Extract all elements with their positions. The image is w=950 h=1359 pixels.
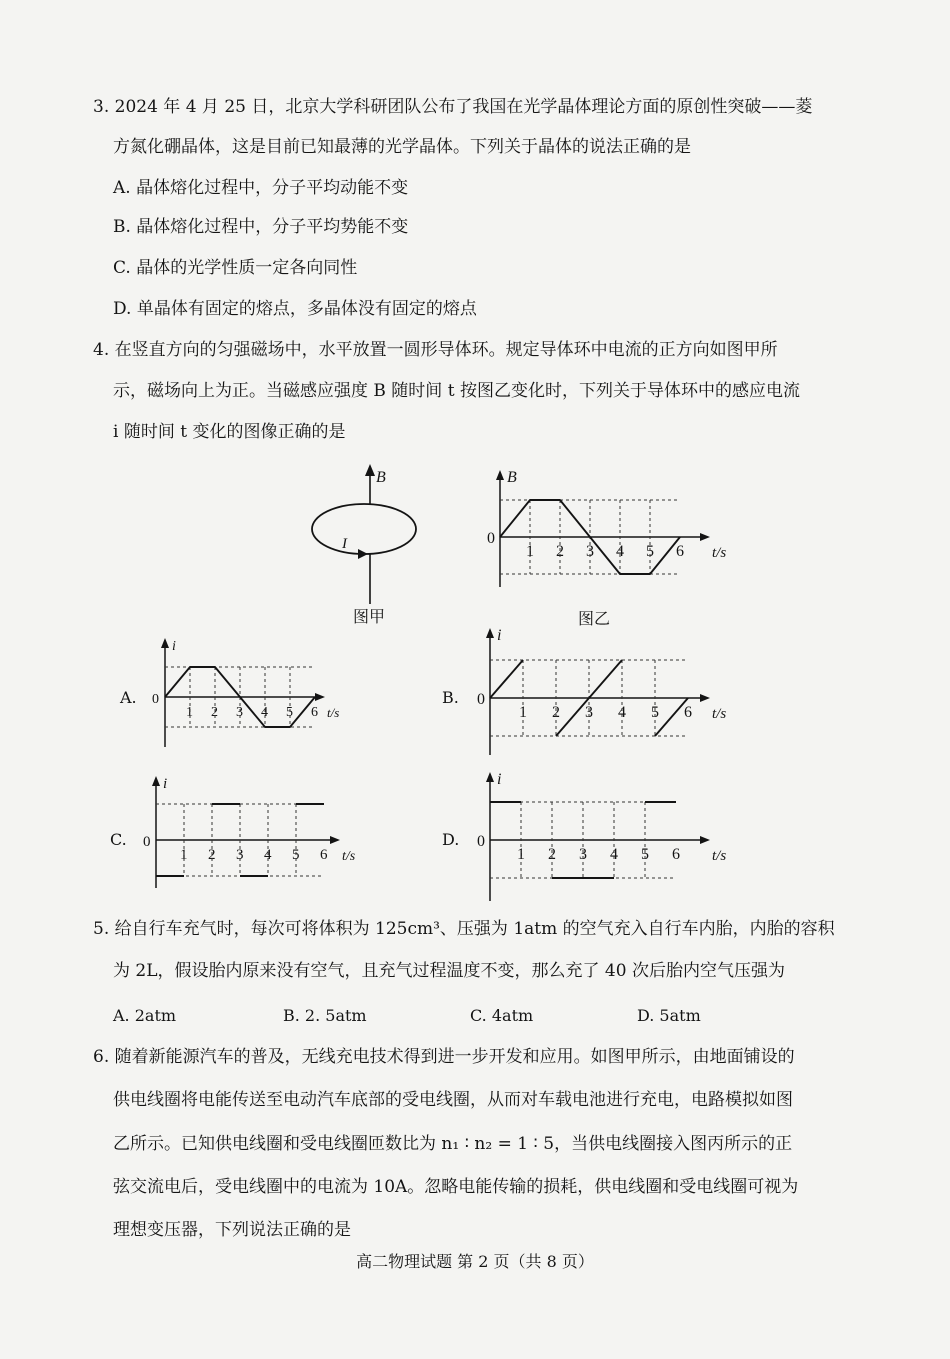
x-tick-label: 6 bbox=[684, 704, 692, 721]
choice-label-a: A. bbox=[120, 688, 137, 707]
x-tick-label: 3 bbox=[236, 847, 244, 863]
label-i: I bbox=[342, 536, 347, 552]
x-tick-label: 1 bbox=[517, 846, 525, 863]
x-tick-label: 1 bbox=[180, 847, 188, 863]
x-axis-arrow-icon bbox=[700, 533, 710, 541]
x-tick-label: 6 bbox=[311, 705, 318, 720]
q5-option-b: B. 2. 5atm bbox=[283, 1006, 367, 1025]
q3-option-b: B. 晶体熔化过程中，分子平均势能不变 bbox=[113, 217, 409, 237]
figure-jia-caption: 图甲 bbox=[353, 607, 386, 626]
q4-stem-line1: 4. 在竖直方向的匀强磁场中，水平放置一圆形导体环。规定导体环中电流的正方向如图甲所 bbox=[93, 340, 778, 360]
field-arrow-icon bbox=[365, 464, 375, 476]
x-tick-label: 4 bbox=[618, 704, 626, 721]
x-tick-label: 4 bbox=[261, 705, 268, 720]
x-axis-arrow-icon bbox=[700, 694, 710, 702]
y-axis-arrow-icon bbox=[152, 776, 160, 786]
q6-stem-line3: 乙所示。已知供电线圈和受电线圈匝数比为 n₁ ∶ n₂ = 1 ∶ 5，当供电线圈接入图丙所示的正 bbox=[113, 1134, 793, 1154]
graph-yi-b-vs-t bbox=[475, 462, 735, 592]
x-tick-label: 4 bbox=[616, 543, 624, 560]
x-tick-label: 6 bbox=[320, 847, 328, 863]
graph-choice-b bbox=[470, 620, 735, 760]
y-axis-arrow-icon bbox=[486, 628, 494, 638]
x-tick-label: 2 bbox=[556, 543, 564, 560]
choice-label-b: B. bbox=[442, 688, 459, 707]
x-axis-arrow-icon bbox=[315, 693, 325, 701]
x-tick-label: 2 bbox=[208, 847, 216, 863]
x-tick-label: 4 bbox=[610, 846, 618, 863]
q3-stem-line2: 方氮化硼晶体，这是目前已知最薄的光学晶体。下列关于晶体的说法正确的是 bbox=[113, 137, 691, 157]
x-tick-label: 5 bbox=[292, 847, 300, 863]
x-tick-label: 1 bbox=[526, 543, 534, 560]
x-tick-label: 6 bbox=[672, 846, 680, 863]
x-tick-label: 3 bbox=[586, 543, 594, 560]
x-axis-label: t/s bbox=[712, 706, 727, 722]
graph-choice-d bbox=[470, 766, 735, 904]
x-tick-label: 4 bbox=[264, 847, 272, 863]
x-axis-label: t/s bbox=[342, 849, 356, 864]
x-tick-label: 5 bbox=[651, 704, 659, 721]
origin-label: 0 bbox=[487, 530, 495, 547]
origin-label: 0 bbox=[477, 833, 485, 850]
q3-option-a: A. 晶体熔化过程中，分子平均动能不变 bbox=[113, 178, 409, 198]
graph-choice-c bbox=[140, 770, 380, 890]
current-arrow-icon bbox=[358, 549, 368, 559]
x-tick-label: 3 bbox=[585, 704, 593, 721]
origin-label: 0 bbox=[477, 691, 485, 708]
x-tick-label: 1 bbox=[186, 705, 193, 720]
x-tick-label: 6 bbox=[676, 543, 684, 560]
q5-stem-line1: 5. 给自行车充气时，每次可将体积为 125cm³、压强为 1atm 的空气充入自行车内胎，内胎的容积 bbox=[93, 919, 835, 939]
y-axis-label: i bbox=[163, 776, 168, 792]
x-tick-label: 5 bbox=[641, 846, 649, 863]
origin-label: 0 bbox=[152, 692, 159, 707]
x-tick-label: 2 bbox=[552, 704, 560, 721]
data-segment bbox=[490, 660, 523, 698]
choice-label-d: D. bbox=[442, 830, 460, 849]
x-tick-label: 3 bbox=[236, 705, 243, 720]
x-tick-label: 5 bbox=[286, 705, 293, 720]
q6-stem-line5: 理想变压器，下列说法正确的是 bbox=[113, 1220, 351, 1240]
page-footer: 高二物理试题 第 2 页（共 8 页） bbox=[356, 1252, 594, 1271]
x-axis-arrow-icon bbox=[700, 836, 710, 844]
figure-yi-caption: 图乙 bbox=[578, 609, 611, 628]
choice-label-c: C. bbox=[110, 830, 127, 849]
label-b: B bbox=[376, 469, 386, 486]
x-tick-label: 2 bbox=[211, 705, 218, 720]
y-axis-label: i bbox=[172, 639, 176, 654]
q6-stem-line2: 供电线圈将电能传送至电动汽车底部的受电线圈，从而对车载电池进行充电，电路模拟如图 bbox=[113, 1090, 793, 1110]
q4-stem-line2: 示，磁场向上为正。当磁感应强度 B 随时间 t 按图乙变化时，下列关于导体环中的感应电流 bbox=[113, 381, 800, 401]
x-tick-label: 5 bbox=[646, 543, 654, 560]
y-axis-arrow-icon bbox=[496, 470, 504, 480]
q5-option-d: D. 5atm bbox=[637, 1006, 701, 1025]
conducting-ring bbox=[312, 504, 416, 554]
q5-stem-line2: 为 2L，假设胎内原来没有空气，且充气过程温度不变，那么充了 40 次后胎内空气压强为 bbox=[113, 961, 785, 981]
q6-stem-line1: 6. 随着新能源汽车的普及，无线充电技术得到进一步开发和应用。如图甲所示，由地面铺设的 bbox=[93, 1047, 795, 1067]
y-axis-arrow-icon bbox=[161, 638, 169, 648]
q6-stem-line4: 弦交流电后，受电线圈中的电流为 10A。忽略电能传输的损耗，供电线圈和受电线圈可视为 bbox=[113, 1177, 799, 1197]
figure-jia-ring bbox=[300, 460, 440, 610]
graph-choice-a bbox=[145, 632, 365, 752]
q3-stem-line1: 3. 2024 年 4 月 25 日，北京大学科研团队公布了我国在光学晶体理论方面的原创性突破——菱 bbox=[93, 97, 813, 117]
x-tick-label: 3 bbox=[579, 846, 587, 863]
y-axis-label: i bbox=[497, 627, 502, 644]
y-axis-label: i bbox=[497, 771, 502, 788]
x-tick-label: 1 bbox=[519, 704, 527, 721]
q5-option-c: C. 4atm bbox=[470, 1006, 534, 1025]
y-axis-label: B bbox=[507, 469, 517, 486]
x-tick-label: 2 bbox=[548, 846, 556, 863]
q5-option-a: A. 2atm bbox=[113, 1006, 177, 1025]
q3-option-c: C. 晶体的光学性质一定各向同性 bbox=[113, 258, 358, 278]
q4-stem-line3: i 随时间 t 变化的图像正确的是 bbox=[113, 422, 346, 442]
origin-label: 0 bbox=[143, 834, 151, 850]
y-axis-arrow-icon bbox=[486, 772, 494, 782]
x-axis-label: t/s bbox=[712, 545, 727, 561]
x-axis-arrow-icon bbox=[330, 836, 340, 844]
q3-option-d: D. 单晶体有固定的熔点，多晶体没有固定的熔点 bbox=[113, 299, 477, 319]
x-axis-label: t/s bbox=[712, 848, 727, 864]
x-axis-label: t/s bbox=[327, 705, 340, 720]
